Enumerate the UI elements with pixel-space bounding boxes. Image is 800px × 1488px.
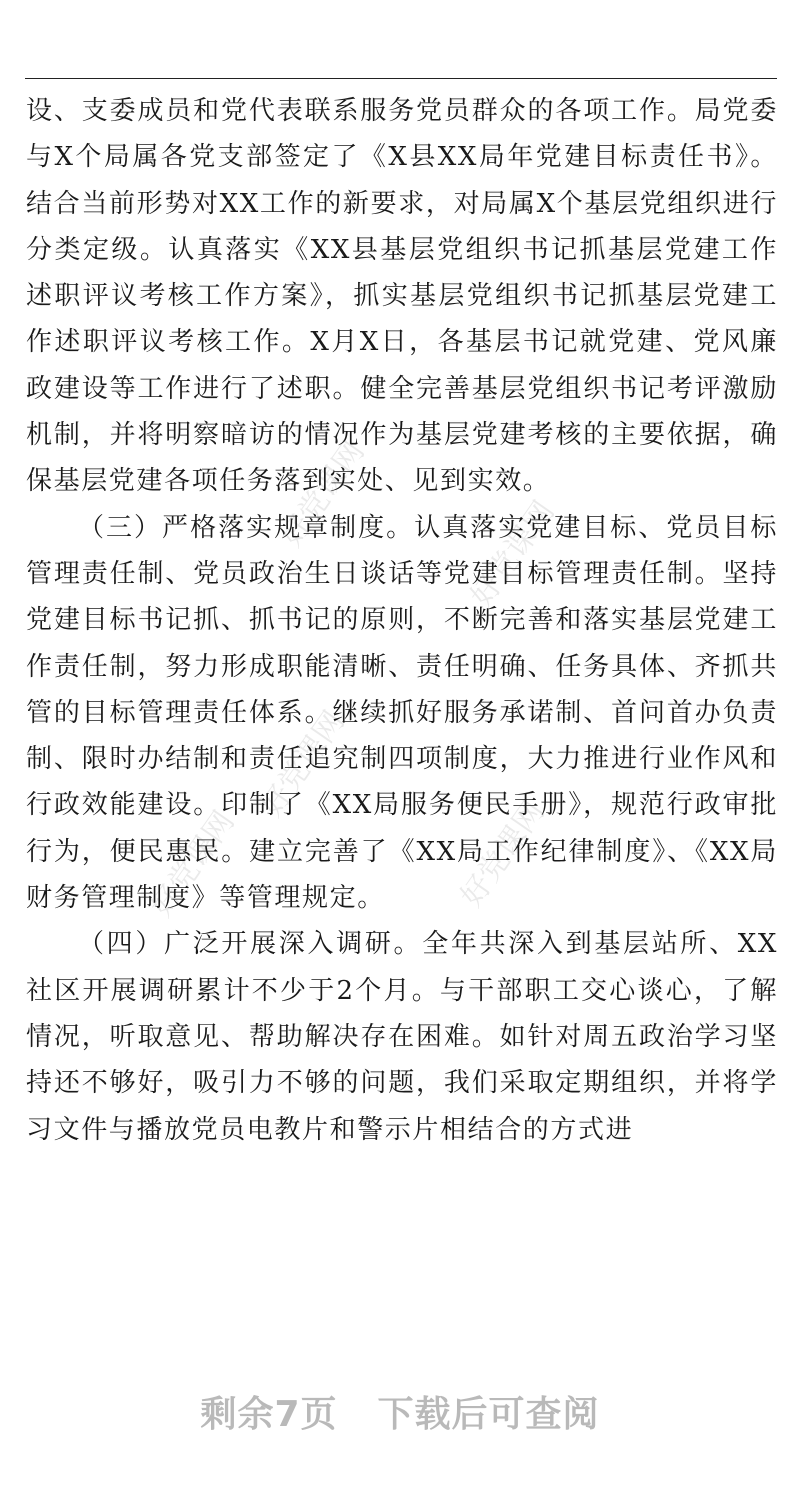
remaining-pages-label: 剩余7页	[200, 1394, 338, 1435]
document-body	[26, 88, 778, 1153]
paragraph-section-4: （四）广泛开展深入调研。全年共深入到基层站所、XX社区开展调研累计不少于2个月。与干部职工交心谈心，了解情况，听取意见、帮助解决存在困难。如针对周五政治学习坚持还不够好，吸引力不够的问题，我们采取定期组织，并将学习文件与播放党员电教片和警示片相结合的方式进	[26, 929, 778, 1145]
watermark: 好党课网	[274, 434, 372, 554]
watermark: 好党课网	[254, 704, 352, 824]
page-separator-rule	[25, 78, 777, 79]
paragraph-continued: 设、支委成员和党代表联系服务党员群众的各项工作。局党委与X个局属各党支部签定了《X县XX局年党建目标责任书》。结合当前形势对XX工作的新要求，对局属X个基层党组织进行分类定级。认真落实《XX县基层党组织书记抓基层党建工作述职评议考核工作方案》，抓实基层党组织书记抓基层党建工作述职评议考核工作。X月X日，各基层书记就党建、党风廉政建设等工作进行了述职。健全完善基层党组织书记考评激励机制，并将明察暗访的情况作为基层党建考核的主要依据，确保基层党建各项任务落到实处、见到实效。	[26, 96, 778, 497]
watermark: 好党课网	[464, 494, 562, 614]
download-hint-label: 下载后可查阅	[377, 1394, 600, 1435]
watermark: 好党课网	[454, 794, 552, 914]
previous-page-last-line	[26, 0, 778, 8]
watermark: 好党课网	[144, 804, 242, 924]
download-prompt[interactable]	[0, 1386, 800, 1437]
previous-line-clip	[0, 0, 800, 26]
paragraph-section-3: （三）严格落实规章制度。认真落实党建目标、党员目标管理责任制、党员政治生日谈话等党建目标管理责任制。坚持党建目标书记抓、抓书记的原则，不断完善和落实基层党建工作责任制，努力形成职能清晰、责任明确、任务具体、齐抓共管的目标管理责任体系。继续抓好服务承诺制、首问首办负责制、限时办结制和责任追究制四项制度，大力推进行业作风和行政效能建设。印制了《XX局服务便民手册》，规范行政审批行为，便民惠民。建立完善了《XX局工作纪律制度》、《XX局财务管理制度》等管理规定。	[26, 512, 778, 914]
